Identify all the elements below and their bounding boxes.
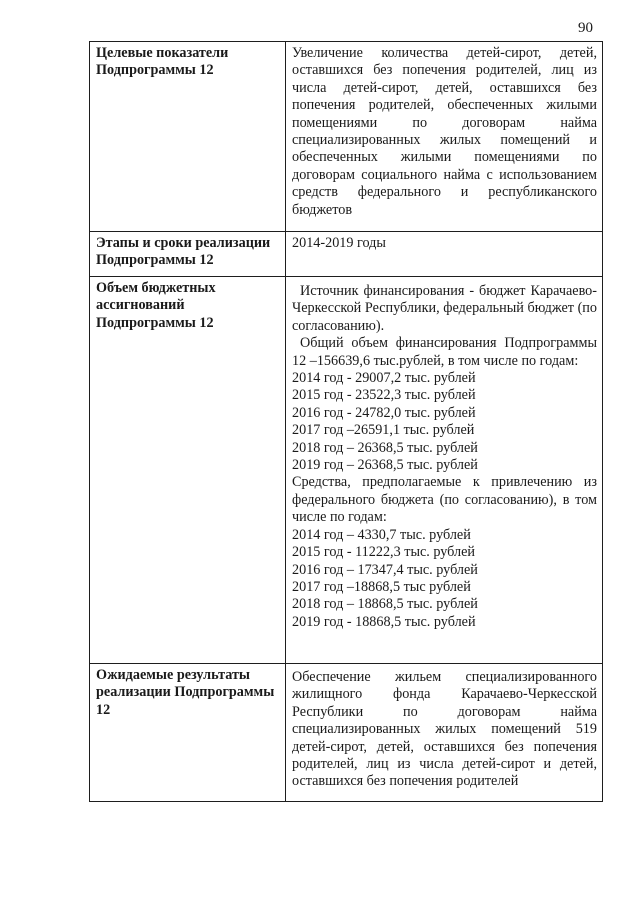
row-label: Этапы и сроки реализации Подпрограммы 12 [90, 232, 286, 277]
federal-year-line: 2017 год –18868,5 тыс рублей [292, 578, 471, 595]
subprogram-passport-table [89, 41, 603, 802]
funding-year-line: 2019 год – 26368,5 тыс. рублей [292, 457, 478, 474]
funding-source-text: Источник финансирования - бюджет Карачаево-Черкесской Республики, федеральный бюджет (по согласованию). [292, 283, 597, 334]
funding-year-line: 2017 год –26591,1 тыс. рублей [292, 422, 475, 439]
federal-year-line: 2019 год - 18868,5 тыс. рублей [292, 613, 476, 630]
table-row-budget-allocations [90, 277, 603, 664]
federal-funding-text: Средства, предполагаемые к привлечению из федерального бюджета (по согласованию), в том числе по годам: [292, 474, 597, 526]
federal-year-line: 2014 год – 4330,7 тыс. рублей [292, 526, 471, 543]
table-row-expected-results [90, 664, 603, 802]
funding-year-line: 2018 год – 26368,5 тыс. рублей [292, 439, 478, 456]
federal-year-line: 2016 год – 17347,4 тыс. рублей [292, 561, 478, 578]
federal-year-line: 2018 год – 18868,5 тыс. рублей [292, 596, 478, 613]
row-value: Обеспечение жильем специализированного жилищного фонда Карачаево-Черкесской Республики по договорам найма специализированных жилых помещений 519 детей-сирот, детей, оставшихся без попечения родителей, лиц из числа детей-сирот и детей, оставшихся без попечения родителей [286, 664, 603, 802]
funding-year-line: 2016 год - 24782,0 тыс. рублей [292, 404, 476, 421]
row-value: Увеличение количества детей-сирот, детей, оставшихся без попечения родителей, лиц из числа детей-сирот, детей, оставшихся без попечения родителей, обеспеченных жилыми помещениями по договорам найма специализированных жилых помещений и обеспеченных жилыми помещениями по договорам социального найма с использованием средств федерального и республиканского бюджетов [286, 42, 603, 232]
row-value: 2014-2019 годы [286, 232, 603, 277]
row-label: Объем бюджетных ассигнований Подпрограммы 12 [90, 277, 286, 664]
row-label: Целевые показатели Подпрограммы 12 [90, 42, 286, 232]
federal-year-line: 2015 год - 11222,3 тыс. рублей [292, 544, 476, 561]
table-row-target-indicators [90, 42, 603, 232]
row-value-funding [286, 277, 603, 664]
page-number: 90 [578, 20, 593, 36]
table-row-stages-and-terms [90, 232, 603, 277]
funding-year-line: 2014 год - 29007,2 тыс. рублей [292, 370, 476, 387]
row-label: Ожидаемые результаты реализации Подпрограммы 12 [90, 664, 286, 802]
funding-total-text: Общий объем финансирования Подпрограммы 12 –156639,6 тыс.рублей, в том числе по годам: [292, 335, 597, 369]
funding-year-line: 2015 год - 23522,3 тыс. рублей [292, 387, 476, 404]
